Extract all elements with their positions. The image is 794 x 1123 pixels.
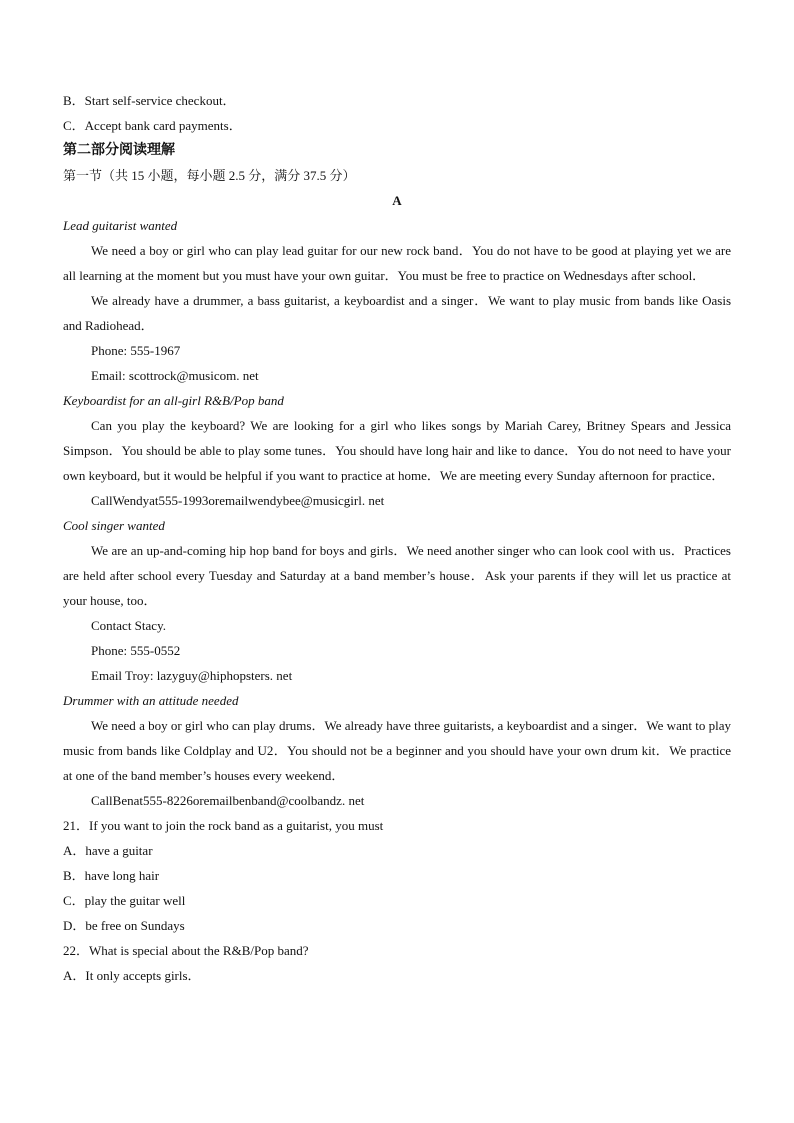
ad-title: Lead guitarist wanted [63, 218, 178, 233]
answer-option-a: A．have a guitar [63, 843, 153, 858]
answer-option-c: C．play the guitar well [63, 893, 186, 908]
ad-paragraph: We already have a drummer, a bass guitarist, a keyboardist and a singer．We want to play music from bands like Oasis and Radiohead． [63, 293, 731, 333]
prev-option-c: C．Accept bank card payments． [63, 118, 242, 133]
ad-paragraph: Can you play the keyboard? We are looking for a girl who likes songs by Mariah Carey, Britney Spears and Jessica Simpson．You should be able to play some tunes．You should have long hair and like to dance．You do not need to have your own keyboard, but it would be helpful if you want to practice at home．We are meeting every Sunday afternoon for practice． [63, 418, 732, 483]
ad-paragraph: We are an up-and-coming hip hop band for boys and girls．We need another singer who can look cool with us．Practices are held after school every Tuesday and Saturday at a band member’s house．Ask your parents if they will let us practice at your house, too． [63, 543, 731, 608]
document-page [63, 88, 731, 988]
ad-contact: CallWendyat555-1993oremailwendybee@musicgirl. net [91, 493, 385, 508]
ad-paragraph: We need a boy or girl who can play drums．We already have three guitarists, a keyboardist and a singer．We want to play music from bands like Coldplay and U2．You should not be a beginner and you should have your own drum kit．We practice at one of the band member’s houses every weekend． [63, 718, 731, 783]
ad-paragraph: We need a boy or girl who can play lead guitar for our new rock band．You do not have to be good at playing yet we are all learning at the moment but you must have your own guitar．You must be free to practice on Wednesdays after school． [63, 243, 731, 283]
ad-title: Keyboardist for an all-girl R&B/Pop band [63, 393, 284, 408]
answer-option-b: B．have long hair [63, 868, 160, 883]
passage-label: A [392, 193, 402, 208]
ad-contact-phone: Phone: 555-0552 [91, 643, 181, 658]
question-stem: 21．If you want to join the rock band as a guitarist, you must [63, 818, 384, 833]
section-subtitle: 第一节（共 15 小题，每小题 2.5 分，满分 37.5 分） [63, 168, 356, 183]
section-title: 第二部分阅读理解 [63, 143, 175, 158]
ad-contact-phone: Phone: 555-1967 [91, 343, 181, 358]
question-stem: 22．What is special about the R&B/Pop band? [63, 943, 309, 958]
prev-option-b: B．Start self-service checkout． [63, 93, 236, 108]
ad-contact-name: Contact Stacy. [91, 618, 166, 633]
answer-option-d: D．be free on Sundays [63, 918, 185, 933]
ad-contact: CallBenat555-8226oremailbenband@coolbandz. net [91, 793, 365, 808]
ad-title: Cool singer wanted [63, 518, 165, 533]
answer-option-a: A．It only accepts girls． [63, 968, 201, 983]
ad-contact-email: Email: scottrock@musicom. net [91, 368, 259, 383]
ad-title: Drummer with an attitude needed [63, 693, 239, 708]
ad-contact-email: Email Troy: lazyguy@hiphopsters. net [91, 668, 293, 683]
